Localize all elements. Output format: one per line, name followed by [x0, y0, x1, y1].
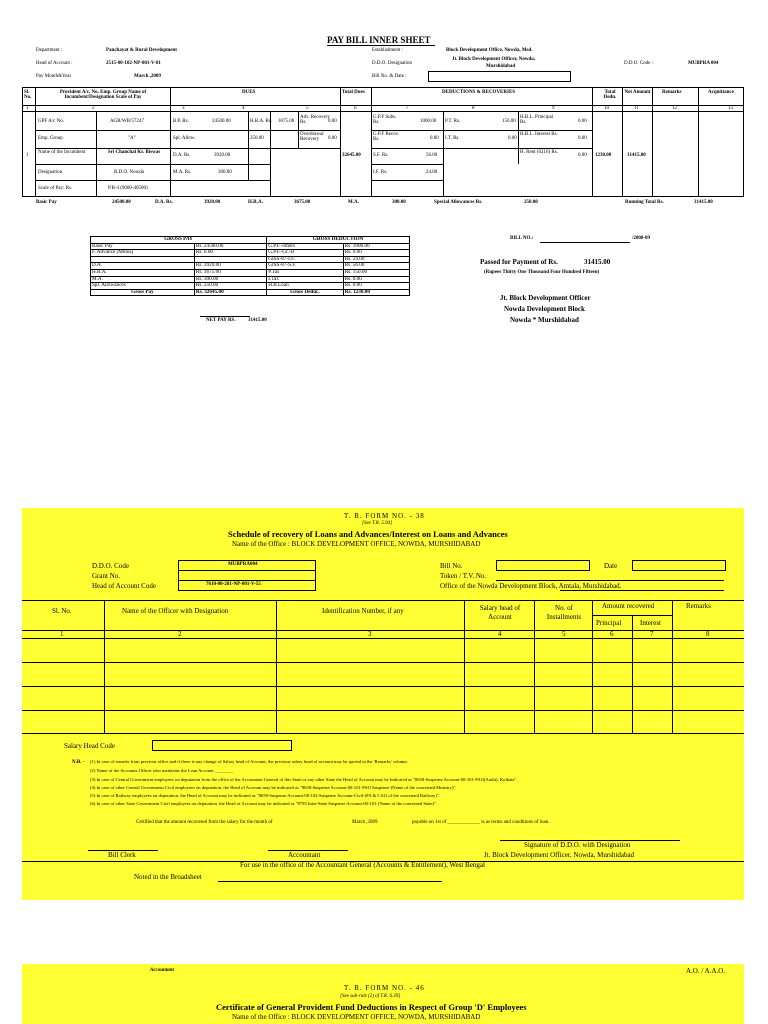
col-num: 3 [368, 630, 372, 638]
group-value: "A" [128, 136, 136, 141]
tr38-token-label: Token / T.V. No. [440, 572, 487, 580]
pt-label: P.T. Rs. [445, 119, 461, 124]
sum-da: 3920.00 [204, 200, 221, 205]
hrent-label: H. Rent (0216) Rs. [520, 150, 558, 155]
running-label: Running Total Rs. [625, 200, 664, 205]
col-num: 1 [60, 630, 64, 638]
col-num: 2 [92, 106, 95, 111]
note-4: (4) In case of other Central Government Civil employees on deputation, the Head of Account may be indicated as "8658-Suspense Account-00-101-PAO Suspense-(Name of the concerned Ministry)". [90, 785, 457, 790]
gross-ded-value: Rs. 1230.00 [343, 289, 409, 296]
tr38-bill-field[interactable] [496, 560, 590, 571]
tr38-table [22, 600, 744, 734]
cert-payable: payable on 1st of _____________ is as terms and conditions of loan. [412, 820, 550, 825]
col-sl: Sl. No. [52, 607, 72, 615]
ddo-des-label: D.D.O. Designation [372, 61, 412, 66]
hrent-value: 0.00 [578, 153, 587, 158]
col-num: 6 [354, 106, 357, 111]
tr46-accountant: Accountant [150, 968, 174, 973]
bill-label: Bill No. & Date : [372, 74, 407, 79]
col-num: 4 [498, 630, 502, 638]
net-pay-label: NET PAY RS. [206, 318, 236, 323]
note-3: (3) In case of Central Government employees on deputation from the office of the Accountant General of this State or any other State the Head of Account may be Indicated as "8658-Suspense Account-00-101-PAO(Audit), Kolkata". [90, 777, 518, 782]
des-label: Designation [38, 170, 63, 175]
sf-label: S.F. Rs. [373, 153, 389, 158]
gross-table [90, 236, 410, 296]
tr38-date-label: Date [604, 562, 618, 570]
gross-row: Spl. Allowances Rs. 250.00 H.B.Loan Rs. 0.00 [91, 283, 410, 290]
col-amount: Amount recovered [602, 602, 655, 610]
h-dues: DUES [242, 90, 256, 95]
gross-row: F. Advance [Minus] Rs. 0.00 G.P.F.-Gr.-D Rs. 0.00 [91, 250, 410, 257]
des-value: B.D.O. Nowda [114, 170, 144, 175]
gross-ded-head: GROSS DEDUCTION [267, 237, 410, 244]
col-num: 4 [242, 106, 245, 111]
gpf-value: AGR/WB/57247 [110, 119, 144, 124]
signature-line1: Jt. Block Development Officer [500, 294, 591, 302]
gross-pay-label: Gross Pay [91, 289, 195, 296]
scale-label: Scale of Pay: Rs. [38, 186, 73, 191]
sum-ma-label: M.A. [348, 200, 359, 205]
bp-value: 24500.00 [212, 119, 231, 124]
tr38-date-field[interactable] [632, 560, 726, 571]
od-label: Overdrawal Recovery [300, 132, 324, 142]
ddo-des-value2: Murshidabad [486, 64, 516, 69]
sf-value: 56.00 [426, 153, 438, 158]
adv-label: Adv. Recovery Rs. [300, 115, 330, 125]
col-num: 3 [182, 106, 185, 111]
h-acq: Acquittance [708, 90, 734, 95]
sum-da-label: D.A. Rs. [155, 200, 173, 205]
col-num: 10 [604, 106, 609, 111]
scale-value: P.B-4 (9000-40500) [108, 186, 148, 191]
month-value: March ,2009 [134, 74, 161, 79]
h-total-dues: Total Dues [342, 90, 365, 95]
gpf-label: GPF A/c No. [38, 119, 64, 124]
noted-broadsheet: Noted in the Broadsheet [134, 873, 202, 881]
gross-row: Basic Pay Rs. 24500.00 G.P.F.-others Rs. 1000.00 [91, 243, 410, 250]
tr38-grant-label: Grant No. [92, 572, 120, 580]
col-num: 12 [672, 106, 677, 111]
sum-spl: 250.00 [524, 200, 538, 205]
total-dedn: 1230.00 [595, 153, 612, 158]
gross-row: H.R.A. Rs. 3675.00 P.Tax Rs. 150.00 [91, 269, 410, 276]
bill-year: /2008-09 [632, 236, 651, 241]
bp-label: B.P. Rs. [173, 119, 189, 124]
sum-hra-label: H.R.A. [248, 200, 263, 205]
tr38-form-no: T. R. FORM NO. - 38 [344, 512, 425, 520]
col-principal: Principal [596, 619, 622, 627]
tr46-rule: [See sub-rule (2) of T.R. 6.39] [340, 994, 401, 999]
note-6: (6) In case of other State Government Civil employees on deputation, the Head of Account may be indicated as "8793 Inter-State Suspense Account-00-101-(Name of the concerned State)" [90, 801, 436, 806]
head-label: Head of Account : [36, 61, 73, 66]
tr38-rule: [See T.R. 5.94] [362, 521, 393, 526]
passed-label: Passed for Payment of Rs. [480, 258, 558, 266]
gpfs-label: G.P.F Subs. Rs. [373, 115, 397, 125]
pt-value: 150.00 [502, 119, 516, 124]
group-label: Emp. Group [38, 136, 63, 141]
tr38-head-value: 7610-00-201-NP-001-V-55 [206, 582, 261, 587]
ma-value: 300.00 [218, 170, 232, 175]
note-2: (2) Name of the Accounts Officer who maintains the Loan Account ________ [90, 768, 234, 773]
da-value: 3920.00 [214, 153, 231, 158]
salary-head-label: Salary Head Code [64, 742, 115, 750]
col-num: 13 [728, 106, 733, 111]
cert-text: Certified that the amount recovered from the salary for the month of [136, 820, 273, 825]
col-remarks: Remarks [686, 602, 711, 610]
running-total: 31415.00 [694, 200, 713, 205]
gpfs-value: 1000.00 [420, 119, 437, 124]
gross-row: M.A. Rs. 300.00 I.Tax Rs. 0.00 [91, 276, 410, 283]
spl-label: Spl. Allow. [173, 136, 196, 141]
hbli-value: 0.00 [578, 136, 587, 141]
gross-pay-value: Rs. 32645.00 [194, 289, 266, 296]
tr38-head-label: Head of Account Code [92, 582, 156, 590]
ddo-signature-designation: Jt. Block Development Officer, Nowda, Murshidabad [484, 851, 635, 859]
est-label: Establishment : [372, 48, 403, 53]
col-num: 7 [406, 106, 409, 111]
main-table [22, 87, 744, 197]
col-num: 9 [552, 106, 555, 111]
if-value: 24.00 [426, 170, 438, 175]
department-label: Department : [36, 48, 63, 53]
ddo-code-label: D.D.O. Code : [624, 61, 654, 66]
it-label: I.T. Rs. [445, 136, 460, 141]
title-underline [327, 45, 435, 46]
col-num: 2 [178, 630, 182, 638]
accountant-label: Accountant [288, 851, 321, 859]
nb-label: N.B. - [72, 760, 85, 765]
sum-bp: 24500.00 [112, 200, 131, 205]
sum-hra: 3675.00 [294, 200, 311, 205]
tr46-title: Certificate of General Provident Fund Deductions in Respect of Group 'D' Employees [216, 1002, 527, 1012]
col-num: 11 [634, 106, 639, 111]
hra-label: H.R.A. Rs. [250, 119, 273, 124]
it-value: 0.00 [508, 136, 517, 141]
bill-clerk: Bill Clerk [108, 851, 136, 859]
ag-office-note: For use in the office of the Accountant General (Accounts & Entitlement), West Bengal [240, 861, 485, 869]
tr46-aao: A.O. / A.A.O. [686, 967, 726, 975]
note-5: (5) In case of Railway employees on deputation, the Head of Account may be indicated as "8658-Suspense Account-00-102-Suspense Account-Civil-(FA & CAO of the concerned Railway)". [90, 793, 440, 798]
col-installments: No. of Installments [546, 604, 582, 622]
gross-row: D.A. Rs. 3920.00 GISS-87-S.F. Rs. 56.00 [91, 263, 410, 270]
sum-spl-label: Special Allowances Rs. [434, 200, 483, 205]
hbli-label: H.B.L. Interest Rs. [520, 132, 558, 137]
col-num: 5 [306, 106, 309, 111]
signature-line3: Nowda * Murshidabad [510, 316, 579, 324]
head-value: 2515-00-102-NP-001-V-01 [106, 61, 161, 66]
od-value: 0.00 [328, 136, 337, 141]
col-num: 1 [26, 106, 29, 111]
cert-month: March ,2009 [352, 820, 378, 825]
h-remarks: Remarks [662, 90, 682, 95]
gross-row: GISS-87-I.F. Rs. 24.00 [91, 256, 410, 263]
col-num: 8 [472, 106, 475, 111]
ddo-des-value1: Jt. Block Development Officer, Nowda, [452, 57, 535, 62]
col-id: Identification Number, if any [322, 607, 404, 615]
gpfr-label: G.P.F Recov. Rs. [373, 132, 400, 142]
col-salary-head: Salary head of Account [479, 604, 521, 622]
ma-label: M.A. Rs. [173, 170, 192, 175]
net-amount: 31415.00 [627, 153, 646, 158]
ddo-code-value: MUBPRA 004 [688, 61, 719, 66]
col-num: 5 [562, 630, 566, 638]
tr38-ddo-label: D.D.O. Code [92, 562, 129, 570]
sl-value: 1 [26, 153, 29, 158]
hblp-label: H.B.L. Principal Rs. [520, 115, 554, 125]
col-num: 7 [650, 630, 654, 638]
gpfr-value: 0.00 [430, 136, 439, 141]
tr38-bill-label: Bill No. [440, 562, 463, 570]
tr38-ddo-value: MUBPRA004 [228, 562, 258, 567]
gross-pay-head: GROSS PAY [91, 237, 267, 244]
h-net: Net Amount [624, 90, 651, 95]
bill-no-label: BILL NO.: [510, 236, 534, 241]
da-label: D.A. Rs. [173, 153, 191, 158]
col-officer: Name of the Officer with Designation [122, 607, 229, 615]
salary-head-field[interactable] [152, 740, 292, 751]
department-value: Panchayat & Rural Development [106, 48, 177, 53]
note-1: (1) In case of transfer from previous office and if there is any change of Salary head of Account, the previous salary head of account may be quoted in the 'Remarks' column. [90, 759, 408, 764]
sum-bp-label: Basic Pay [36, 200, 57, 205]
name-label: Name of the Incumbent [38, 150, 86, 155]
spl-value: 250.00 [250, 136, 264, 141]
h-prov: Provident A/c. No. Emp. Group Name of Incumbent/Designation Scale of Pay [59, 90, 147, 100]
net-pay-value: 31415.00 [248, 318, 267, 323]
tr38-office: Name of the Office : BLOCK DEVELOPMENT OFFICE, NOWDA, MURSHIDABAD [232, 540, 481, 548]
tr38-title: Schedule of recovery of Loans and Advances/Interest on Loans and Advances [228, 529, 508, 539]
col-interest: Interest [640, 619, 661, 627]
adv-value: 0.00 [328, 119, 337, 124]
incumbent-name: Sri Chanchal Kr. Biswas [107, 150, 161, 155]
month-label: Pay Month&Year [36, 74, 72, 79]
hblp-value: 0.00 [578, 119, 587, 124]
amount-words: (Rupees Thirty One Thousand Four Hundred Fifteen) [484, 270, 600, 275]
col-num: 8 [706, 630, 710, 638]
sum-ma: 300.00 [392, 200, 406, 205]
col-num: 6 [610, 630, 614, 638]
h-total-dedn: Total Dedn. [603, 90, 617, 100]
bill-input[interactable] [428, 71, 571, 82]
passed-amount: 31415.00 [584, 258, 611, 266]
ddo-signature-label: Signature of D.D.O. with Designation [524, 841, 631, 849]
tr38-treasury: Office of the Nowda Development Block, Amtala, Murshidabad. [440, 582, 622, 590]
tr46-office: Name of the Office : BLOCK DEVELOPMENT OFFICE, NOWDA, MURSHIDABAD [232, 1013, 481, 1021]
est-value: Block Development Office, Nowda, Msd. [446, 48, 533, 53]
hra-value: 3675.00 [278, 119, 295, 124]
h-sl: Sl. No. [24, 90, 32, 100]
tr46-form-no: T. R. FORM NO. - 46 [344, 984, 425, 992]
if-label: I.F. Rs. [373, 170, 388, 175]
gross-ded-label: Gross Deduc. [267, 289, 344, 296]
total-dues: 32645.00 [342, 153, 361, 158]
h-deductions: DEDUCTIONS & RECOVERIES [442, 90, 516, 95]
signature-line2: Nowda Development Block [504, 305, 585, 313]
page-title: PAY BILL INNER SHEET [327, 35, 431, 45]
